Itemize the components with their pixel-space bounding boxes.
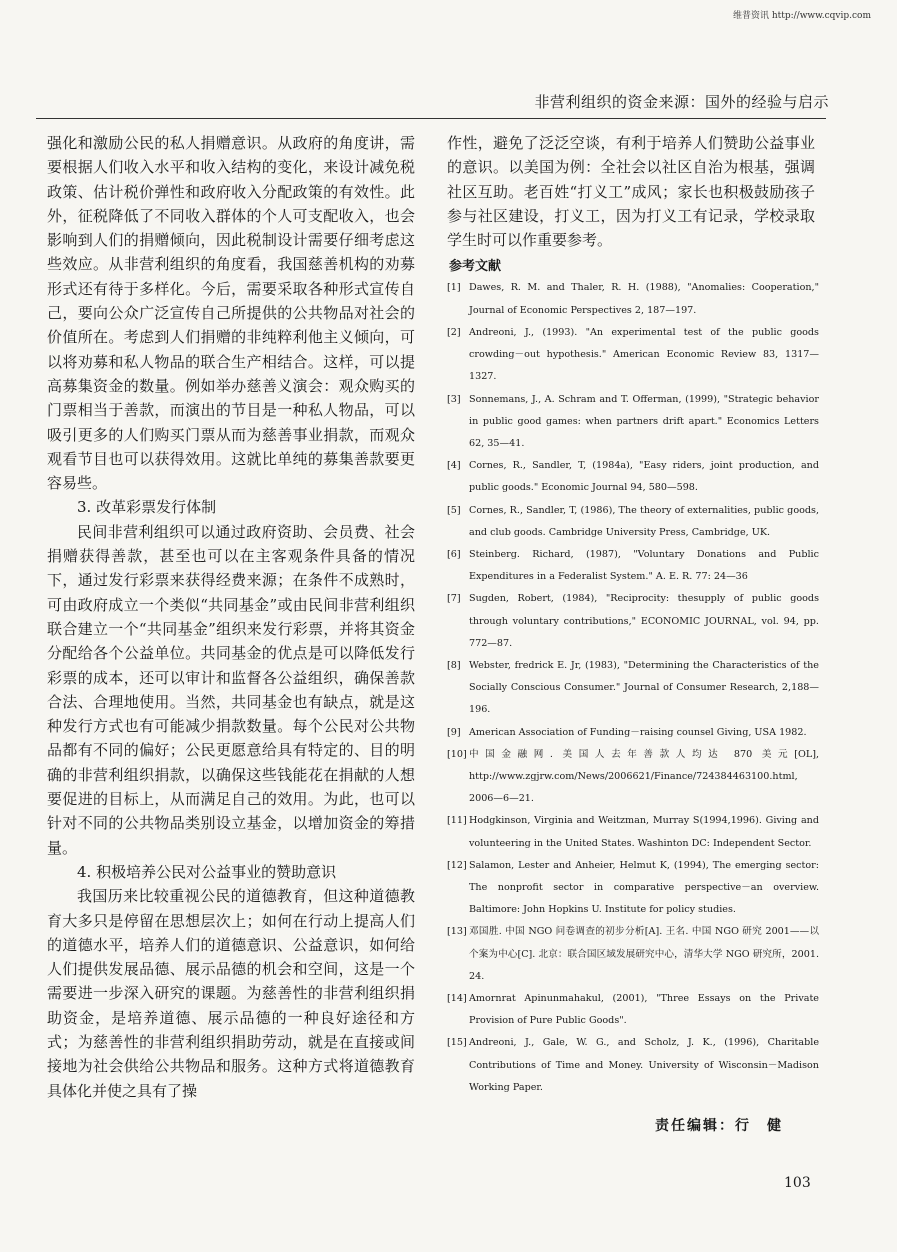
left-paragraph-2: 民间非营利组织可以通过政府资助、会员费、社会捐赠获得善款，甚至也可以在主客观条件具备的情况下，通过发行彩票来获得经费来源；在条件不成熟时，可由政府成立一个类似“共同基金”或由民间非营利组织联合建立一个“共同基金”组织来发行彩票，并将其资金分配给各个公益单位。共同基金的优点是可以降低发行彩票的成本，还可以审计和监督各公益组织，确保善款合法、合理地使用。当然，共同基金也有缺点，就是这种发行方式也有可能减少捐款数量。每个公民对公共物品都有不同的偏好；公民更愿意给具有特定的、目的明确的非营利组织捐款，以确保这些钱能花在捐献的人想要促进的目标上，从而满足自己的效用。为此，也可以针对不同的公共物品类别设立基金，以增加资金的筹措量。 [47,522,415,857]
reference-number: [4] [447,460,461,472]
header-rule [36,118,826,119]
reference-number: [12] [447,859,467,871]
reference-item [447,810,819,854]
reference-text: Salamon, Lester and Anheier, Helmut K, (1994), The emerging sector: The nonprofit sector in comparative perspective－an overview. Baltimore: John Hopkins U. Institute for policy studies. [469,859,819,916]
reference-item [447,655,819,722]
responsible-editor: 责任编辑：行 健 [655,1118,783,1134]
reference-number: [10] [447,748,467,760]
section-heading-4: 4. 积极培养公民对公益事业的赞助意识 [77,862,337,881]
watermark: 维普资讯 http://www.cqvip.com [732,11,871,21]
reference-item [447,455,819,499]
reference-item [447,855,819,922]
reference-text: Cornes, R., Sandler, T, (1986), The theory of externalities, public goods, and club goods. Cambridge University Press, Cambridge, UK. [469,504,819,538]
reference-text: Amornrat Apinunmahakul, (2001), "Three Essays on the Private Provision of Pure Public Goods". [469,992,819,1027]
reference-text: Steinberg. Richard, (1987), "Voluntary Donations and Public Expenditures in a Federalist System." A. E. R. 77: 24—36 [469,548,819,583]
left-paragraph-1: 强化和激励公民的私人捐赠意识。从政府的角度讲，需要根据人们收入水平和收入结构的变化，来设计减免税政策、估计税价弹性和政府收入分配政策的有效性。此外，征税降低了不同收入群体的个人可支配收入，也会影响到人们的捐赠倾向，因此税制设计需要仔细考虑这些效应。从非营利组织的角度看，我国慈善机构的劝募形式还有待于多样化。今后，需要采取各种形式宣传自己，要向公众广泛宣传自己所提供的公共物品对社会的价值所在。考虑到人们捐赠的非纯粹利他主义倾向，可以将劝募和私人物品的联合生产相结合。这样，可以提高募集资金的数量。例如举办慈善义演会：观众购买的门票相当于善款，而演出的节目是一种私人物品，可以吸引更多的人们购买门票从而为慈善事业捐款，而观众观看节目也可以获得效用。这就比单纯的募集善款要更容易些。 [47,134,415,493]
reference-number: [2] [447,326,461,338]
reference-number: [7] [447,593,461,605]
reference-number: [8] [447,659,461,671]
reference-number: [6] [447,548,461,560]
references-title: 参考文献 [449,259,502,275]
reference-text: Sugden, Robert, (1984), "Reciprocity: thesupply of public goods through voluntary contributions," ECONOMIC JOURNAL, vol. 94, pp. 772—87. [469,593,819,649]
reference-text: Dawes, R. M. and Thaler, R. H. (1988), "Anomalies: Cooperation," Journal of Economic Perspectives 2, 187—197. [469,282,819,316]
reference-text: Hodgkinson, Virginia and Weitzman, Murray S(1994,1996). Giving and volunteering in the United States. Washinton DC: Independent Sector. [469,815,819,849]
reference-text: Webster, fredrick E. Jr, (1983), "Determining the Characteristics of the Socially Conscious Consumer." Journal of Consumer Research, 2,188—196. [469,659,819,716]
reference-number: [5] [447,504,461,516]
reference-number: [11] [447,815,467,827]
reference-item [447,1032,819,1099]
reference-text: Sonnemans, J., A. Schram and T. Offerman, (1999), "Strategic behavior in public good games: when partners drift apart." Economics Letters 62, 35—41. [469,393,819,449]
reference-number: [9] [447,726,461,738]
left-column [47,131,415,1103]
reference-number: [13] [447,926,467,938]
section-heading-3: 3. 改革彩票发行体制 [77,498,217,517]
reference-text: 中国金融网. 美国人去年善款人均达 870 美元[OL], http://www.zgjrw.com/News/2006621/Finance/724384463100.html, 2006—6—21. [469,748,819,805]
right-paragraph-1: 作性，避免了泛泛空谈，有利于培养人们赞助公益事业的意识。以美国为例：全社会以社区自治为根基，强调社区互助。老百姓“打义工”成风；家长也积极鼓励孩子参与社区建设，打义工，因为打义工有记录，学校录取学生时可以作重要参考。 [447,134,815,250]
right-column [447,131,819,1099]
reference-item [447,588,819,655]
reference-text: 邓国胜. 中国 NGO 问卷调查的初步分析[A]. 王名. 中国 NGO 研究 2001——以个案为中心[C]. 北京：联合国区域发展研究中心，清华大学 NGO 研究所，2001. 24. [469,926,819,982]
reference-item [447,500,819,544]
reference-text: Cornes, R., Sandler, T, (1984a), "Easy riders, joint production, and public goods." Economic Journal 94, 580—598. [469,460,819,494]
reference-list [447,277,819,1099]
reference-number: [14] [447,992,467,1004]
reference-text: Andreoni, J., Gale, W. G., and Scholz, J. K., (1996), Charitable Contributions of Time and Money. University of Wisconsin－Madison Working Paper. [469,1037,819,1093]
reference-item [447,722,819,744]
reference-item [447,744,819,811]
left-paragraph-3: 我国历来比较重视公民的道德教育，但这种道德教育大多只是停留在思想层次上；如何在行动上提高人们的道德水平，培养人们的道德意识、公益意识，如何给人们提供发展品德、展示品德的机会和空间，这是一个需要进一步深入研究的课题。为慈善性的非营利组织捐助资金，是培养道德、展示品德的一种良好途径和方式；为慈善性的非营利组织捐助劳动，就是在直接或间接地为社会供给公共物品和服务。这种方式将道德教育具体化并使之具有了操 [47,887,415,1100]
reference-item [447,544,819,588]
page-number: 103 [784,1175,811,1191]
reference-text: Andreoni, J., (1993). "An experimental test of the public goods crowding－out hypothesis." American Economic Review 83, 1317—1327. [469,326,819,383]
reference-item [447,389,819,456]
reference-number: [1] [447,282,461,294]
reference-number: [3] [447,393,461,405]
reference-item [447,988,819,1032]
reference-item [447,277,819,321]
reference-number: [15] [447,1037,467,1049]
reference-item [447,322,819,389]
reference-item [447,921,819,988]
reference-text: American Association of Funding－raising counsel Giving, USA 1982. [469,726,807,738]
running-head: 非营利组织的资金来源：国外的经验与启示 [534,93,829,111]
